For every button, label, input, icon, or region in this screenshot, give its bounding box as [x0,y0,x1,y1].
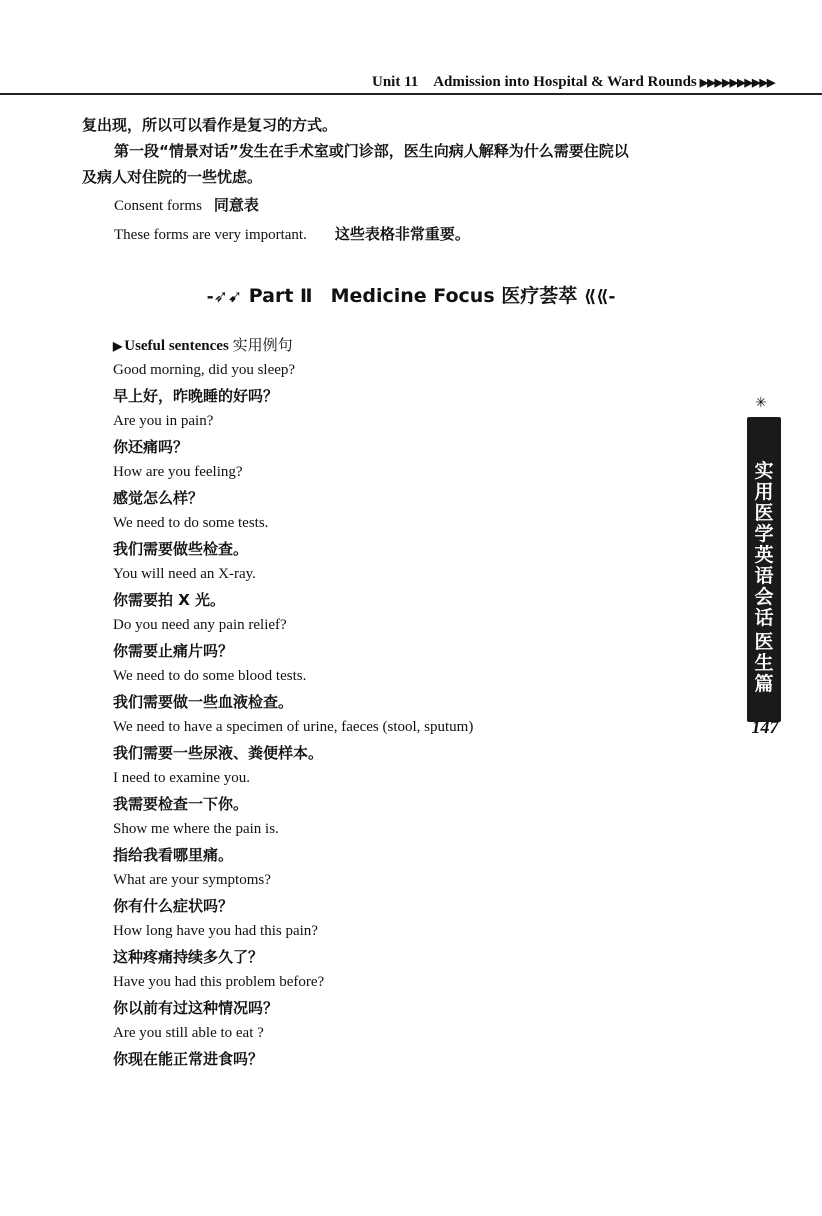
useful-label-cn: 实用例句 [232,336,293,354]
sentence-en: Have you had this problem before? [113,974,325,990]
sentence-en: How long have you had this pain? [113,923,318,939]
sentence-en: What are your symptoms? [113,872,271,888]
left-ornament-icon: -➶➹ [206,287,243,307]
sentence-cn: 我们需要做些检查。 [113,540,249,558]
sentence-cn: 我们需要一些尿液、粪便样本。 [113,744,324,762]
useful-sentences-heading [113,334,293,355]
sentence-en: Show me where the pain is. [113,821,279,837]
side-tab [745,395,785,775]
vertical-char: 生 [754,652,774,674]
intro-example-2 [82,221,742,248]
sentence-cn: 指给我看哪里痛。 [113,846,234,864]
sentence-en: Do you need any pain relief? [113,617,287,633]
sentence-en: We need to do some blood tests. [113,668,307,684]
sentence-pair [113,766,633,817]
vertical-char: 医 [754,502,774,524]
triangle-bullet-icon: ▶ [113,339,123,353]
running-header [372,74,822,91]
vertical-char: 实 [754,460,774,482]
part-label: Part Ⅱ [248,285,313,307]
sentence-pair [113,919,633,970]
sentence-pair [113,409,633,460]
example-1-en: Consent forms [114,198,202,214]
sentence-cn: 你现在能正常进食吗？ [113,1050,264,1068]
example-1-cn: 同意表 [213,196,259,214]
sentence-cn: 我们需要做一些血液检查。 [113,693,294,711]
intro-line-3: 及病人对住院的一些忧虑。 [82,168,263,186]
sentence-cn: 早上好，昨晚睡的好吗？ [113,387,279,405]
right-ornament-icon: ⟪⟪- [583,287,616,307]
sentence-pair [113,868,633,919]
vertical-char: 英 [754,544,774,566]
vertical-char: 篇 [754,673,774,695]
intro-line-2: 第一段“情景对话”发生在手术室或门诊部，医生向病人解释为什么需要住院以 [114,142,629,160]
vertical-char: 用 [754,481,774,503]
vertical-char: 语 [754,565,774,587]
example-2-cn: 这些表格非常重要。 [334,225,470,243]
sentence-en: Are you in pain? [113,413,214,429]
sparkle-icon: ✳ [755,395,767,411]
section-heading [0,281,822,308]
sentence-pair [113,970,633,1021]
vertical-char: 学 [754,523,774,545]
sentence-en: I need to examine you. [113,770,251,786]
sentence-cn: 这种疼痛持续多久了？ [113,948,264,966]
sentence-pair [113,664,633,715]
sentence-pair [113,1021,633,1072]
sentence-en: You will need an X-ray. [113,566,256,582]
side-tab-flag [747,417,781,722]
sentence-pair [113,562,633,613]
page-number: 147 [751,717,779,737]
sentence-cn: 你有什么症状吗？ [113,897,234,915]
volume-title-vertical [747,632,781,695]
sentence-cn: 感觉怎么样？ [113,489,204,507]
sentence-pair [113,511,633,562]
sentence-cn: 你还痛吗？ [113,438,189,456]
sentence-pair [113,460,633,511]
intro-line-1: 复出现，所以可以看作是复习的方式。 [82,116,338,134]
vertical-char: 会 [754,586,774,608]
header-title: Admission into Hospital & Ward Rounds [433,74,697,90]
sentence-list [113,358,633,1072]
intro-example-1 [82,192,742,219]
sentence-en: Good morning, did you sleep? [113,362,296,378]
series-title-vertical [747,461,781,629]
sentence-cn: 我需要检查一下你。 [113,795,249,813]
vertical-char: 话 [754,607,774,629]
header-arrows-icon: ▶▶▶▶▶▶▶▶▶▶ [699,77,775,89]
sentence-en: We need to have a specimen of urine, faeces (stool, sputum) [113,719,474,735]
intro-section [82,112,742,248]
sentence-cn: 你需要止痛片吗？ [113,642,234,660]
sentence-pair [113,715,633,766]
part-title: Medicine Focus 医疗荟萃 [330,285,578,307]
header-rule [0,93,822,95]
useful-label-en: Useful sentences [124,338,229,354]
sentence-cn: 你需要拍 X 光。 [113,591,226,609]
sentence-pair [113,613,633,664]
sentence-en: How are you feeling? [113,464,243,480]
sentence-en: We need to do some tests. [113,515,269,531]
vertical-char: 医 [754,631,774,653]
example-2-en: These forms are very important. [114,227,307,243]
sentence-pair [113,358,633,409]
sentence-pair [113,817,633,868]
sentence-cn: 你以前有过这种情况吗？ [113,999,279,1017]
header-unit: Unit 11 [372,74,419,90]
sentence-en: Are you still able to eat ? [113,1025,264,1041]
